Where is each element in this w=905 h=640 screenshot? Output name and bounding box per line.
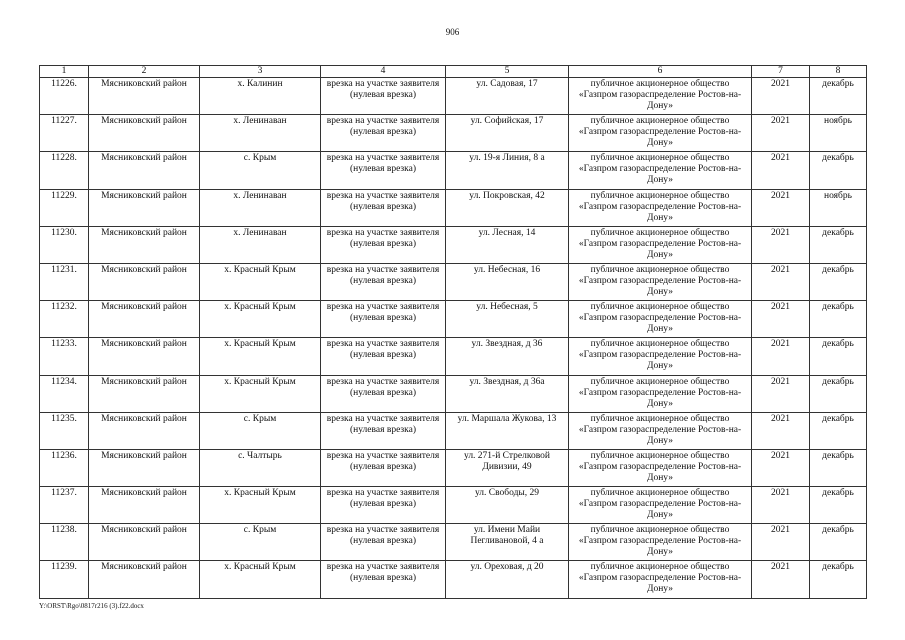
row-number: 11233. [40, 338, 89, 375]
district-cell: Мясниковский район [89, 78, 200, 115]
year-cell: 2021 [752, 487, 810, 524]
district-cell: Мясниковский район [89, 152, 200, 189]
address-cell: ул. Софийская, 17 [446, 115, 569, 152]
row-number: 11230. [40, 226, 89, 263]
organization-cell: публичное акционерное общество «Газпром газораспределение Ростов-на-Дону» [569, 524, 752, 561]
organization-cell: публичное акционерное общество «Газпром газораспределение Ростов-на-Дону» [569, 152, 752, 189]
organization-cell: публичное акционерное общество «Газпром газораспределение Ростов-на-Дону» [569, 263, 752, 300]
month-cell: декабрь [810, 412, 867, 449]
address-cell: ул. Лесная, 14 [446, 226, 569, 263]
organization-cell: публичное акционерное общество «Газпром газораспределение Ростов-на-Дону» [569, 412, 752, 449]
year-cell: 2021 [752, 226, 810, 263]
work-type-cell: врезка на участке заявителя (нулевая врезка) [321, 152, 446, 189]
year-cell: 2021 [752, 561, 810, 598]
organization-cell: публичное акционерное общество «Газпром газораспределение Ростов-на-Дону» [569, 226, 752, 263]
address-cell: ул. Звездная, д 36 [446, 338, 569, 375]
organization-cell: публичное акционерное общество «Газпром газораспределение Ростов-на-Дону» [569, 189, 752, 226]
month-cell: декабрь [810, 375, 867, 412]
row-number: 11229. [40, 189, 89, 226]
work-type-cell: врезка на участке заявителя (нулевая врезка) [321, 449, 446, 486]
work-type-cell: врезка на участке заявителя (нулевая врезка) [321, 115, 446, 152]
table-row [40, 263, 867, 300]
organization-cell: публичное акционерное общество «Газпром газораспределение Ростов-на-Дону» [569, 449, 752, 486]
settlement-cell: х. Красный Крым [200, 487, 321, 524]
month-cell: ноябрь [810, 189, 867, 226]
district-cell: Мясниковский район [89, 412, 200, 449]
year-cell: 2021 [752, 524, 810, 561]
year-cell: 2021 [752, 152, 810, 189]
address-cell: ул. Звездная, д 36а [446, 375, 569, 412]
column-header: 1 [40, 66, 89, 78]
address-cell: ул. Покровская, 42 [446, 189, 569, 226]
settlement-cell: х. Ленинаван [200, 189, 321, 226]
address-cell: ул. Имени Майи Пегливановой, 4 а [446, 524, 569, 561]
work-type-cell: врезка на участке заявителя (нулевая врезка) [321, 524, 446, 561]
district-cell: Мясниковский район [89, 301, 200, 338]
row-number: 11228. [40, 152, 89, 189]
work-type-cell: врезка на участке заявителя (нулевая врезка) [321, 412, 446, 449]
table-row [40, 189, 867, 226]
table-row [40, 412, 867, 449]
settlement-cell: х. Красный Крым [200, 338, 321, 375]
organization-cell: публичное акционерное общество «Газпром газораспределение Ростов-на-Дону» [569, 78, 752, 115]
work-type-cell: врезка на участке заявителя (нулевая врезка) [321, 78, 446, 115]
table-row [40, 487, 867, 524]
address-cell: ул. Садовая, 17 [446, 78, 569, 115]
month-cell: декабрь [810, 487, 867, 524]
organization-cell: публичное акционерное общество «Газпром газораспределение Ростов-на-Дону» [569, 561, 752, 598]
settlement-cell: с. Чалтырь [200, 449, 321, 486]
year-cell: 2021 [752, 338, 810, 375]
row-number: 11238. [40, 524, 89, 561]
work-type-cell: врезка на участке заявителя (нулевая врезка) [321, 561, 446, 598]
organization-cell: публичное акционерное общество «Газпром газораспределение Ростов-на-Дону» [569, 115, 752, 152]
year-cell: 2021 [752, 115, 810, 152]
settlement-cell: х. Красный Крым [200, 263, 321, 300]
settlement-cell: с. Крым [200, 152, 321, 189]
address-cell: ул. Небесная, 16 [446, 263, 569, 300]
district-cell: Мясниковский район [89, 524, 200, 561]
column-header: 5 [446, 66, 569, 78]
work-type-cell: врезка на участке заявителя (нулевая врезка) [321, 338, 446, 375]
organization-cell: публичное акционерное общество «Газпром газораспределение Ростов-на-Дону» [569, 487, 752, 524]
year-cell: 2021 [752, 78, 810, 115]
row-number: 11239. [40, 561, 89, 598]
month-cell: ноябрь [810, 115, 867, 152]
year-cell: 2021 [752, 412, 810, 449]
table-row [40, 524, 867, 561]
district-cell: Мясниковский район [89, 338, 200, 375]
district-cell: Мясниковский район [89, 189, 200, 226]
table-row [40, 338, 867, 375]
table-row [40, 561, 867, 598]
address-cell: ул. Ореховая, д 20 [446, 561, 569, 598]
table-row [40, 226, 867, 263]
column-header: 3 [200, 66, 321, 78]
table-row [40, 78, 867, 115]
address-cell: ул. 19-я Линия, 8 а [446, 152, 569, 189]
work-type-cell: врезка на участке заявителя (нулевая врезка) [321, 375, 446, 412]
settlement-cell: с. Крым [200, 412, 321, 449]
address-cell: ул. Небесная, 5 [446, 301, 569, 338]
address-cell: ул. Маршала Жукова, 13 [446, 412, 569, 449]
district-cell: Мясниковский район [89, 561, 200, 598]
settlement-cell: х. Красный Крым [200, 375, 321, 412]
month-cell: декабрь [810, 561, 867, 598]
district-cell: Мясниковский район [89, 449, 200, 486]
district-cell: Мясниковский район [89, 487, 200, 524]
page-number: 906 [445, 27, 460, 37]
organization-cell: публичное акционерное общество «Газпром газораспределение Ростов-на-Дону» [569, 301, 752, 338]
row-number: 11237. [40, 487, 89, 524]
district-cell: Мясниковский район [89, 115, 200, 152]
column-header: 8 [810, 66, 867, 78]
address-cell: ул. 271-й Стрелковой Дивизии, 49 [446, 449, 569, 486]
column-header: 4 [321, 66, 446, 78]
year-cell: 2021 [752, 301, 810, 338]
address-cell: ул. Свободы, 29 [446, 487, 569, 524]
file-path-footer: Y:\ORST\Rgo\0817r216 (3).f22.docx [39, 602, 144, 610]
row-number: 11231. [40, 263, 89, 300]
month-cell: декабрь [810, 338, 867, 375]
row-number: 11235. [40, 412, 89, 449]
year-cell: 2021 [752, 449, 810, 486]
settlement-cell: х. Красный Крым [200, 301, 321, 338]
work-type-cell: врезка на участке заявителя (нулевая врезка) [321, 189, 446, 226]
table-row [40, 152, 867, 189]
row-number: 11236. [40, 449, 89, 486]
work-type-cell: врезка на участке заявителя (нулевая врезка) [321, 487, 446, 524]
district-cell: Мясниковский район [89, 263, 200, 300]
column-header: 2 [89, 66, 200, 78]
month-cell: декабрь [810, 524, 867, 561]
settlement-cell: х. Калинин [200, 78, 321, 115]
work-type-cell: врезка на участке заявителя (нулевая врезка) [321, 301, 446, 338]
table-row [40, 375, 867, 412]
month-cell: декабрь [810, 263, 867, 300]
work-type-cell: врезка на участке заявителя (нулевая врезка) [321, 226, 446, 263]
settlement-cell: х. Ленинаван [200, 226, 321, 263]
organization-cell: публичное акционерное общество «Газпром газораспределение Ростов-на-Дону» [569, 338, 752, 375]
table-row [40, 115, 867, 152]
organization-cell: публичное акционерное общество «Газпром газораспределение Ростов-на-Дону» [569, 375, 752, 412]
month-cell: декабрь [810, 226, 867, 263]
row-number: 11234. [40, 375, 89, 412]
row-number: 11232. [40, 301, 89, 338]
month-cell: декабрь [810, 301, 867, 338]
month-cell: декабрь [810, 78, 867, 115]
year-cell: 2021 [752, 189, 810, 226]
month-cell: декабрь [810, 449, 867, 486]
district-cell: Мясниковский район [89, 375, 200, 412]
row-number: 11226. [40, 78, 89, 115]
year-cell: 2021 [752, 263, 810, 300]
column-header: 6 [569, 66, 752, 78]
settlement-cell: х. Красный Крым [200, 561, 321, 598]
work-type-cell: врезка на участке заявителя (нулевая врезка) [321, 263, 446, 300]
year-cell: 2021 [752, 375, 810, 412]
column-header: 7 [752, 66, 810, 78]
row-number: 11227. [40, 115, 89, 152]
settlement-cell: х. Ленинаван [200, 115, 321, 152]
settlement-cell: с. Крым [200, 524, 321, 561]
district-cell: Мясниковский район [89, 226, 200, 263]
table-row [40, 301, 867, 338]
header-row [40, 66, 867, 78]
schedule-table [39, 65, 867, 599]
month-cell: декабрь [810, 152, 867, 189]
table-body [40, 78, 867, 599]
table-row [40, 449, 867, 486]
